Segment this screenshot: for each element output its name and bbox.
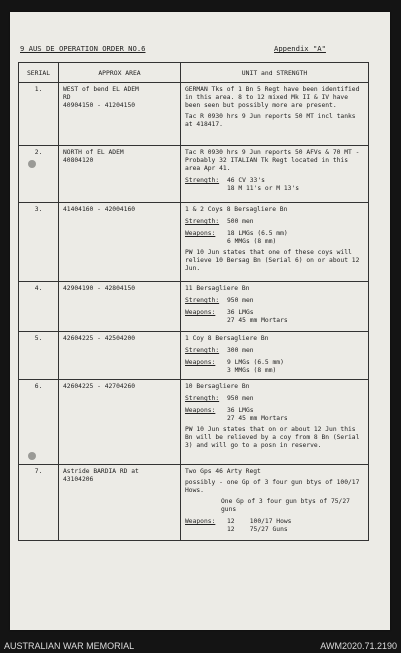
table-row [19, 380, 369, 465]
appendix-label: Appendix "A" [274, 44, 326, 53]
archive-footer [0, 640, 401, 653]
report-text: Tac R 0930 hrs 9 Jun reports 50 MT incl tanks at 418417. [185, 113, 356, 128]
area-line: WEST of bend EL ADEM [63, 86, 139, 93]
strength-value: 500 men [227, 218, 254, 225]
serial-cell: 3. [19, 203, 59, 282]
area-cell [59, 380, 181, 465]
unit-name: Two Gps 46 Arty Regt [185, 468, 261, 475]
column-header-unit: UNIT and STRENGTH [181, 63, 369, 83]
weapons-label: Weapons: [185, 230, 216, 237]
area-line: 40904150 - 41204150 [63, 102, 136, 109]
column-header-serial: SERIAL [19, 63, 59, 83]
enemy-dispositions-table [18, 62, 369, 541]
table-row [19, 465, 369, 541]
area-line: 42904190 - 42804150 [63, 285, 136, 292]
unit-cell [181, 83, 369, 146]
table-row [19, 146, 369, 203]
strength-label: Strength: [185, 395, 220, 402]
strength-value: 950 men [227, 395, 254, 402]
unit-cell [181, 146, 369, 203]
area-cell [59, 282, 181, 332]
area-cell [59, 203, 181, 282]
weapons-value: 9 LMGs (6.5 mm) 3 MMGs (8 mm) [227, 359, 284, 374]
weapons-label: Weapons: [185, 309, 216, 316]
artillery-other-group: One Gp of 3 four gun btys of 75/27 guns [221, 498, 350, 513]
unit-cell [181, 282, 369, 332]
area-cell [59, 465, 181, 541]
serial-cell: 7. [19, 465, 59, 541]
artillery-possibility: possibly - one Gp of 3 four gun btys of 100/17 Hows. [185, 479, 360, 494]
strength-label: Strength: [185, 177, 220, 184]
unit-cell [181, 203, 369, 282]
pw-note: PW 10 Jun states that on or about 12 Jun this Bn will be relieved by a coy from 8 Bn (Serial 3) and will go to a posn in reserve. [185, 426, 360, 449]
weapons-value: 12 100/17 Hows 12 75/27 Guns [227, 518, 292, 533]
strength-value: 950 men [227, 297, 254, 304]
serial-cell: 6. [19, 380, 59, 465]
area-line: Astride BARDIA RD at [63, 468, 139, 475]
serial-cell: 5. [19, 332, 59, 380]
unit-name: 10 Bersagliere Bn [185, 383, 250, 390]
unit-name: 1 & 2 Coys 8 Bersagliere Bn [185, 206, 288, 213]
strength-label: Strength: [185, 347, 220, 354]
area-cell [59, 83, 181, 146]
area-line: 42604225 - 42704260 [63, 383, 136, 390]
area-line: RD [63, 94, 71, 101]
area-line: 43104206 [63, 476, 94, 483]
unit-text: GERMAN Tks of 1 Bn 5 Regt have been identified in this area. 8 to 12 mixed Mk II & IV have been seen but possibly more are present. [185, 86, 360, 109]
table-row [19, 203, 369, 282]
area-cell [59, 146, 181, 203]
area-cell [59, 332, 181, 380]
column-header-area: APPROX AREA [59, 63, 181, 83]
serial-cell: 2. [19, 146, 59, 203]
table-row [19, 332, 369, 380]
archive-reference: AWM2020.71.2190 [320, 641, 397, 651]
strength-value: 300 men [227, 347, 254, 354]
document-reference: 9 AUS DE OPERATION ORDER NO.6 [20, 44, 146, 53]
weapons-value: 18 LMGs (6.5 mm) 6 MMGs (8 mm) [227, 230, 288, 245]
strength-label: Strength: [185, 297, 220, 304]
area-line: 42604225 - 42504200 [63, 335, 136, 342]
area-line: NORTH of EL ADEM [63, 149, 124, 156]
unit-cell [181, 465, 369, 541]
area-line: 40804120 [63, 157, 94, 164]
table-header-row [19, 63, 369, 83]
unit-cell [181, 332, 369, 380]
weapons-value: 36 LMGs 27 45 mm Mortars [227, 309, 288, 324]
serial-cell: 1. [19, 83, 59, 146]
weapons-label: Weapons: [185, 407, 216, 414]
report-text: Tac R 0930 hrs 9 Jun reports 50 AFVs & 70 MT - Probably 32 ITALIAN Tk Regt located in this area Apr 41. [185, 149, 360, 172]
weapons-value: 36 LMGs 27 45 mm Mortars [227, 407, 288, 422]
unit-name: 1 Coy 8 Bersagliere Bn [185, 335, 269, 342]
weapons-label: Weapons: [185, 359, 216, 366]
archive-name: AUSTRALIAN WAR MEMORIAL [4, 641, 135, 651]
strength-value: 46 CV 33's 18 M 11's or M 13's [227, 177, 300, 192]
area-line: 41404160 - 42004160 [63, 206, 136, 213]
serial-cell: 4. [19, 282, 59, 332]
unit-name: 11 Bersagliere Bn [185, 285, 250, 292]
pw-note: PW 10 Jun states that one of these coys will relieve 10 Bersag Bn (Serial 6) on or about 12 Jun. [185, 249, 360, 272]
unit-cell [181, 380, 369, 465]
table-row [19, 83, 369, 146]
strength-label: Strength: [185, 218, 220, 225]
table-row [19, 282, 369, 332]
weapons-label: Weapons: [185, 518, 216, 525]
